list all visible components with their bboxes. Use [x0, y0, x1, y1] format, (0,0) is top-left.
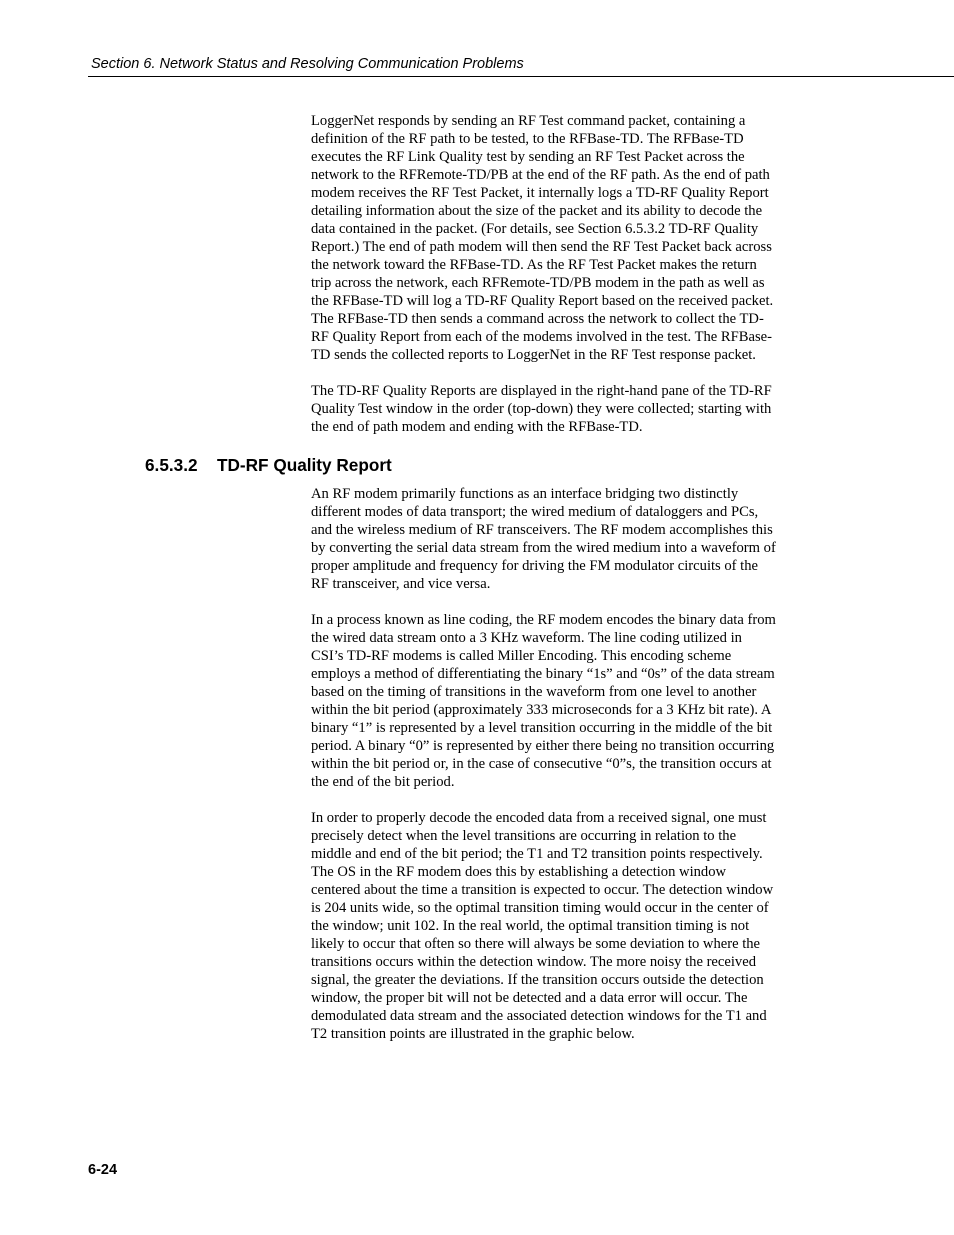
text-line: the RFBase-TD will log a TD-RF Quality Report based on the received packet.: [311, 293, 774, 309]
section-number: 6.5.3.2: [145, 455, 198, 475]
text-line: trip across the network, each RFRemote-TD/PB modem in the path as well as: [311, 275, 765, 291]
header-rule: [88, 76, 954, 77]
text-line: likely to occur that often so there will always be some deviation to where the: [311, 936, 761, 952]
text-line: CSI’s TD-RF modems is called Miller Encoding. This encoding scheme: [311, 648, 732, 664]
text-line: modem receives the RF Test Packet, it internally logs a TD-RF Quality Report: [311, 185, 769, 201]
section-title: TD-RF Quality Report: [217, 455, 392, 475]
text-line: LoggerNet responds by sending an RF Test command packet, containing a: [311, 113, 746, 129]
text-line: The RFBase-TD then sends a command across the network to collect the TD-: [311, 311, 764, 327]
intro-paragraph-1: [311, 112, 816, 364]
running-header: Section 6. Network Status and Resolving Communication Problems: [91, 56, 524, 72]
text-line: Report.) The end of path modem will then send the RF Test Packet back across: [311, 239, 772, 255]
text-line: transitions occurs within the detection window. The more noisy the received: [311, 954, 756, 970]
section-paragraph-2: [311, 611, 816, 791]
text-line: binary “1” is represented by a level transition occurring in the middle of the bit: [311, 720, 773, 736]
page-number: 6-24: [88, 1162, 118, 1178]
text-line: demodulated data stream and the associated detection windows for the T1 and: [311, 1008, 767, 1024]
text-line: signal, the greater the deviations. If the transition occurs outside the detection: [311, 972, 764, 988]
text-line: window, the proper bit will not be detected and a data error will occur. The: [311, 990, 748, 1006]
text-line: proper amplitude and frequency for driving the FM modulator circuits of the: [311, 558, 759, 574]
text-line: TD sends the collected reports to LoggerNet in the RF Test response packet.: [311, 347, 756, 363]
text-line: In order to properly decode the encoded data from a received signal, one must: [311, 810, 767, 826]
text-line: executes the RF Link Quality test by sending an RF Test Packet across the: [311, 149, 745, 165]
text-line: The OS in the RF modem does this by establishing a detection window: [311, 864, 727, 880]
section-paragraph-1: [311, 485, 816, 593]
text-line: middle and end of the bit period; the T1 and T2 transition points respectively.: [311, 846, 763, 862]
text-line: RF transceiver, and vice versa.: [311, 576, 491, 592]
text-line: the window; unit 102. In the real world, the optimal transition timing is not: [311, 918, 750, 934]
text-line: the network toward the RFBase-TD. As the RF Test Packet makes the return: [311, 257, 757, 273]
text-line: In a process known as line coding, the RF modem encodes the binary data from: [311, 612, 776, 628]
text-line: is 204 units wide, so the optimal transition timing would occur in the center of: [311, 900, 769, 916]
text-line: definition of the RF path to be tested, to the RFBase-TD. The RFBase-TD: [311, 131, 744, 147]
text-line: centered about the time a transition is expected to occur. The detection window: [311, 882, 774, 898]
text-line: T2 transition points are illustrated in the graphic below.: [311, 1026, 635, 1042]
text-line: different modes of data transport; the wired medium of dataloggers and PCs,: [311, 504, 759, 520]
text-line: period. A binary “0” is represented by either there being no transition occurring: [311, 738, 775, 754]
text-line: Quality Test window in the order (top-down) they were collected; starting with: [311, 401, 772, 417]
text-line: employs a method of differentiating the binary “1s” and “0s” of the data stream: [311, 666, 775, 682]
text-line: by converting the serial data stream from the wired medium into a waveform of: [311, 540, 776, 556]
text-line: The TD-RF Quality Reports are displayed in the right-hand pane of the TD-RF: [311, 383, 772, 399]
text-line: An RF modem primarily functions as an interface bridging two distinctly: [311, 486, 739, 502]
text-line: precisely detect when the level transitions are occurring in relation to the: [311, 828, 737, 844]
text-line: within the bit period (approximately 333 microseconds for a 3 KHz bit rate). A: [311, 702, 772, 718]
text-line: data contained in the packet. (For details, see Section 6.5.3.2 TD-RF Quality: [311, 221, 759, 237]
text-line: detailing information about the size of the packet and its ability to decode the: [311, 203, 763, 219]
text-line: the end of path modem and ending with the RFBase-TD.: [311, 419, 643, 435]
intro-paragraph-2: [311, 382, 816, 436]
text-line: the end of the bit period.: [311, 774, 455, 790]
text-line: based on the timing of transitions in the waveform from one level to another: [311, 684, 757, 700]
text-line: network to the RFRemote-TD/PB at the end of the RF path. As the end of path: [311, 167, 770, 183]
section-heading: [145, 454, 392, 476]
text-line: the wired data stream onto a 3 KHz waveform. The line coding utilized in: [311, 630, 742, 646]
text-line: within the bit period or, in the case of consecutive “0”s, the transition occurs at: [311, 756, 772, 772]
section-paragraph-3: [311, 809, 816, 1043]
text-line: and the wireless medium of RF transceivers. The RF modem accomplishes this: [311, 522, 773, 538]
text-line: RF Quality Report from each of the modems involved in the test. The RFBase-: [311, 329, 772, 345]
